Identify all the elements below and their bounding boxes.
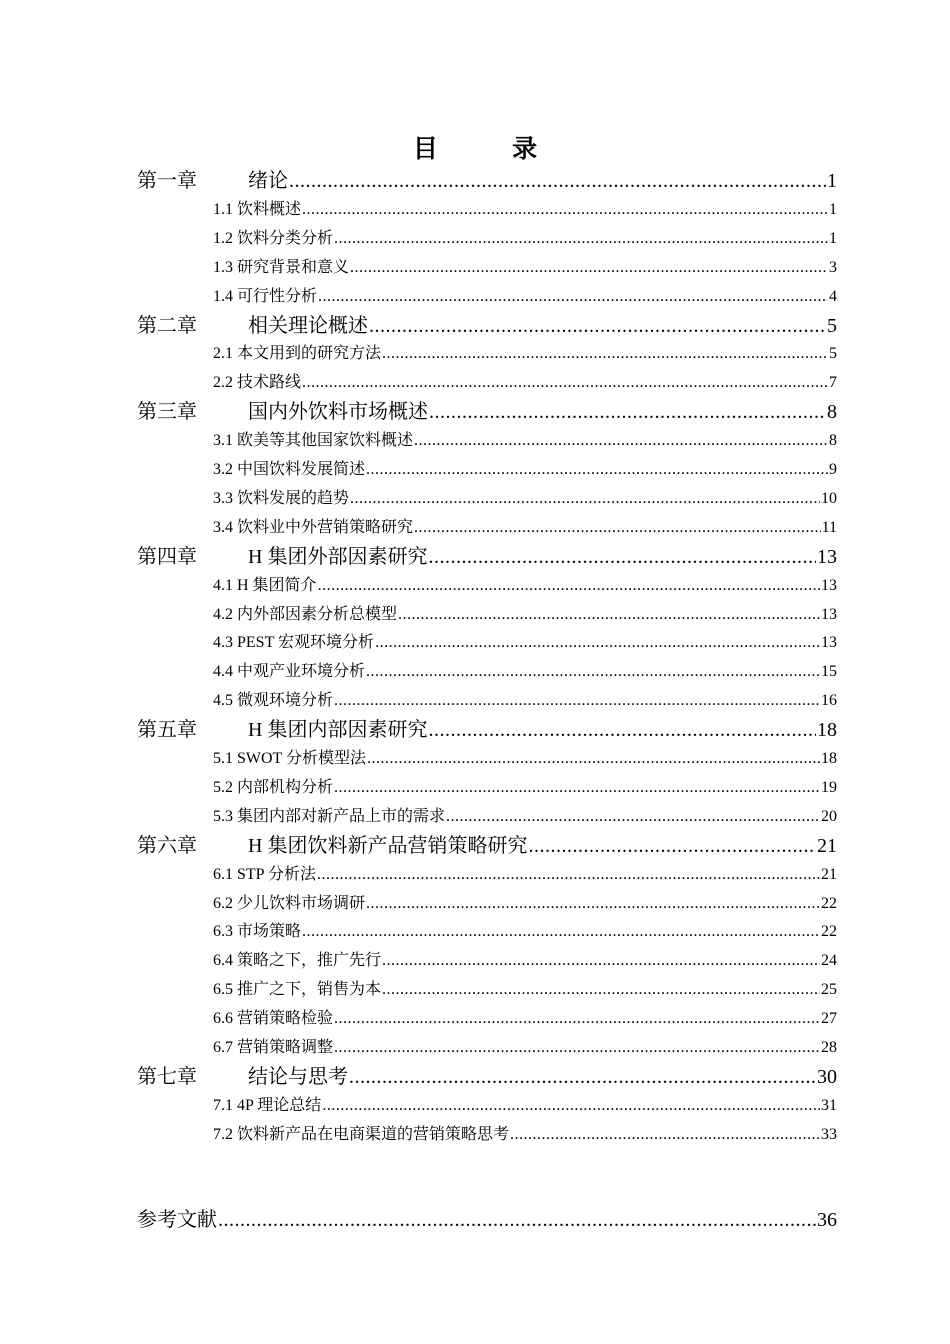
chapter-number: 第四章 — [137, 545, 197, 568]
dot-leader — [428, 542, 816, 572]
page-number: 18 — [817, 719, 837, 742]
page-number: 31 — [821, 1096, 837, 1114]
dot-leader — [382, 948, 820, 974]
dot-leader — [528, 831, 816, 861]
toc-section-entry[interactable] — [213, 1035, 837, 1061]
section-title: 3.2 中国饮料发展简述 — [213, 461, 366, 478]
dot-leader — [302, 919, 820, 945]
page-number: 22 — [821, 923, 837, 941]
section-title: 4.1 H 集团简介 — [213, 576, 317, 594]
section-title: 7.1 4P 理论总结 — [213, 1096, 322, 1114]
section-title: 6.4 策略之下，推广先行 — [213, 952, 382, 970]
section-title: 5.3 集团内部对新产品上市的需求 — [213, 807, 446, 825]
dot-leader — [318, 284, 828, 310]
page-number: 36 — [817, 1208, 837, 1231]
dot-leader — [428, 715, 816, 745]
toc-section-entry[interactable] — [213, 919, 837, 945]
section-title: 1.2 饮料分类分析 — [213, 229, 334, 247]
dot-leader — [382, 341, 828, 367]
dot-leader — [334, 775, 820, 801]
section-title: 6.5 推广之下，销售为本 — [213, 981, 382, 999]
chapter-number: 第三章 — [137, 401, 197, 424]
toc-section-entry[interactable] — [213, 1006, 837, 1032]
toc-section-entry[interactable] — [213, 602, 837, 628]
dot-leader — [334, 688, 820, 714]
toc-chapter-entry[interactable] — [137, 311, 837, 341]
dot-leader — [366, 659, 820, 685]
section-title: 6.6 营销策略检验 — [213, 1010, 334, 1028]
dot-leader — [317, 862, 820, 888]
toc-section-entry[interactable] — [213, 630, 837, 656]
toc-section-entry[interactable] — [213, 659, 837, 685]
toc-section-entry[interactable] — [213, 255, 837, 281]
dot-leader — [414, 515, 821, 541]
page-number: 33 — [821, 1125, 837, 1143]
section-title: 6.3 市场策略 — [213, 923, 302, 941]
page-number: 27 — [821, 1010, 837, 1028]
chapter-title: 国内外饮料市场概述 — [248, 401, 428, 424]
section-title: 1.4 可行性分析 — [213, 287, 318, 305]
page-number: 1 — [829, 229, 837, 247]
chapter-title: H 集团饮料新产品营销策略研究 — [248, 834, 528, 857]
dot-leader — [382, 977, 820, 1003]
dot-leader — [366, 457, 828, 483]
page-number: 13 — [821, 605, 837, 623]
dot-leader — [369, 311, 826, 341]
page-number: 24 — [821, 952, 837, 970]
page-number: 3 — [829, 258, 837, 276]
toc-section-entry[interactable] — [213, 284, 837, 310]
dot-leader — [334, 1035, 820, 1061]
chapter-title: 结论与思考 — [248, 1065, 348, 1088]
chapter-title: 相关理论概述 — [248, 314, 368, 337]
toc-section-entry[interactable] — [213, 573, 837, 599]
section-title: 3.1 欧美等其他国家饮料概述 — [213, 432, 414, 450]
toc-section-entry[interactable] — [213, 1122, 837, 1148]
section-title: 7.2 饮料新产品在电商渠道的营销策略思考 — [213, 1125, 510, 1143]
page-number: 21 — [821, 865, 837, 883]
dot-leader — [334, 226, 828, 252]
toc-references-entry[interactable] — [137, 1205, 837, 1235]
section-title: 3.4 饮料业中外营销策略研究 — [213, 518, 414, 536]
toc-section-entry[interactable] — [213, 226, 837, 252]
toc-section-entry[interactable] — [213, 688, 837, 714]
page-number: 8 — [829, 432, 837, 450]
dot-leader — [350, 486, 820, 512]
section-title: 2.1 本文用到的研究方法 — [213, 345, 382, 363]
section-title: 4.4 中观产业环境分析 — [213, 663, 366, 681]
chapter-number: 第二章 — [137, 314, 197, 337]
section-title: 6.1 STP 分析法 — [213, 865, 316, 883]
page-number: 19 — [821, 778, 837, 796]
section-title: 3.3 饮料发展的趋势 — [213, 489, 350, 507]
section-title: 6.2 少儿饮料市场调研 — [213, 894, 366, 912]
dot-leader — [322, 1093, 820, 1119]
dot-leader — [318, 573, 820, 599]
dot-leader — [367, 746, 820, 772]
section-title: 5.2 内部机构分析 — [213, 778, 334, 796]
page-number: 7 — [829, 374, 837, 392]
dot-leader — [429, 397, 826, 427]
toc-section-entry[interactable] — [213, 775, 837, 801]
chapter-title: 绪论 — [248, 170, 288, 192]
toc-section-entry[interactable] — [213, 341, 837, 367]
chapter-number: 第一章 — [137, 170, 197, 192]
toc-section-entry[interactable] — [213, 1093, 837, 1119]
section-title: 1.1 饮料概述 — [213, 200, 302, 218]
section-title: 5.1 SWOT 分析模型法 — [213, 750, 367, 767]
section-title: 6.7 营销策略调整 — [213, 1039, 334, 1056]
page-number: 30 — [817, 1065, 837, 1088]
section-title: 4.3 PEST 宏观环境分析 — [213, 634, 375, 652]
page-number: 13 — [821, 576, 837, 594]
page-title: 目 录 — [412, 136, 572, 163]
references-title: 参考文献 — [137, 1208, 217, 1231]
toc-section-entry[interactable] — [213, 197, 837, 223]
toc-section-entry[interactable] — [213, 891, 837, 917]
page-number: 9 — [829, 461, 837, 478]
toc-section-entry[interactable] — [213, 370, 837, 396]
toc-section-entry[interactable] — [213, 948, 837, 974]
page-number: 5 — [829, 345, 837, 363]
page-number: 15 — [821, 663, 837, 681]
page-number: 18 — [821, 750, 837, 767]
page-number: 10 — [821, 489, 837, 507]
page-number: 21 — [817, 834, 837, 857]
page-number: 22 — [821, 894, 837, 912]
dot-leader — [350, 255, 828, 281]
dot-leader — [414, 428, 828, 454]
section-title: 2.2 技术路线 — [213, 374, 302, 392]
toc-section-entry[interactable] — [213, 515, 837, 541]
dot-leader — [446, 804, 820, 830]
toc-section-entry[interactable] — [213, 428, 837, 454]
page-number: 11 — [821, 518, 837, 536]
toc-chapter-entry[interactable] — [137, 397, 837, 427]
chapter-title: H 集团内部因素研究 — [248, 719, 428, 742]
toc-chapter-entry[interactable] — [137, 166, 837, 196]
dot-leader — [334, 1006, 820, 1032]
dot-leader — [349, 1062, 816, 1092]
chapter-number: 第六章 — [137, 834, 197, 857]
page-number: 8 — [827, 401, 837, 424]
dot-leader — [398, 602, 820, 628]
page-number: 13 — [821, 634, 837, 652]
page-number: 28 — [821, 1039, 837, 1056]
toc-chapter-entry[interactable] — [137, 542, 837, 572]
section-title: 1.3 研究背景和意义 — [213, 258, 350, 276]
toc-chapter-entry[interactable] — [137, 1062, 837, 1092]
toc-section-entry[interactable] — [213, 486, 837, 512]
chapter-title: H 集团外部因素研究 — [248, 545, 428, 568]
page-number: 20 — [821, 807, 837, 825]
chapter-number: 第七章 — [137, 1065, 197, 1088]
page-number: 13 — [817, 545, 837, 568]
toc-chapter-entry[interactable] — [137, 831, 837, 861]
dot-leader — [302, 197, 828, 223]
section-title: 4.5 微观环境分析 — [213, 692, 334, 710]
toc-section-entry[interactable] — [213, 862, 837, 888]
toc-section-entry[interactable] — [213, 746, 837, 772]
dot-leader — [375, 630, 820, 656]
section-title: 4.2 内外部因素分析总模型 — [213, 605, 398, 623]
dot-leader — [302, 370, 828, 396]
dot-leader — [289, 166, 826, 196]
page-number: 4 — [829, 287, 837, 305]
toc-section-entry[interactable] — [213, 457, 837, 483]
toc-chapter-entry[interactable] — [137, 715, 837, 745]
page-number: 16 — [821, 692, 837, 710]
dot-leader — [366, 891, 820, 917]
toc-section-entry[interactable] — [213, 977, 837, 1003]
toc-section-entry[interactable] — [213, 804, 837, 830]
page-number: 25 — [821, 981, 837, 999]
page-number: 5 — [827, 314, 837, 337]
page-number: 1 — [827, 170, 837, 192]
page-number: 1 — [829, 200, 837, 218]
chapter-number: 第五章 — [137, 719, 197, 742]
dot-leader — [510, 1122, 820, 1148]
dot-leader — [218, 1205, 816, 1235]
